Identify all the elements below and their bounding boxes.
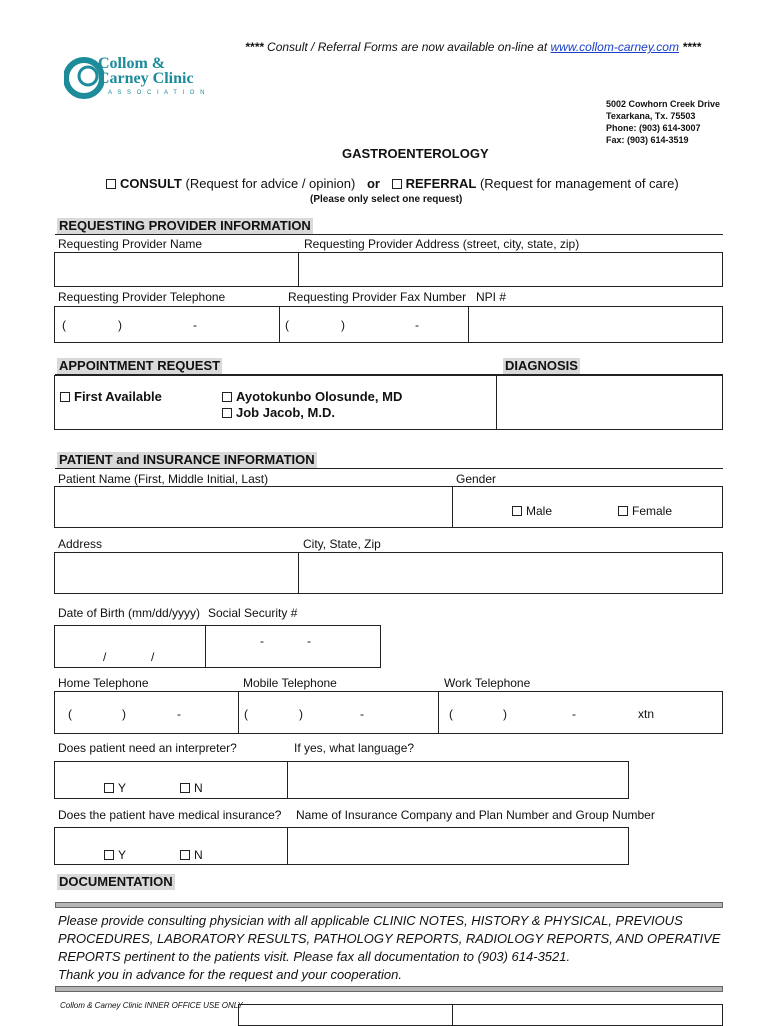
patient-heading: PATIENT and INSURANCE INFORMATION [59, 452, 315, 467]
ssn-dash-1: - [260, 634, 264, 648]
appointment-heading: APPOINTMENT REQUEST [59, 358, 221, 373]
home-phone-field[interactable] [54, 691, 239, 734]
patient-name-field[interactable] [54, 486, 453, 528]
ssn-label: Social Security # [208, 606, 298, 620]
first-available-option[interactable] [60, 389, 162, 404]
doctor2-checkbox[interactable] [222, 408, 232, 418]
interpreter-no-label: N [194, 781, 203, 795]
male-label: Male [526, 504, 553, 518]
patient-city-field[interactable] [298, 552, 723, 594]
phone-paren-close: ) [118, 318, 122, 332]
ssn-dash-2: - [307, 634, 311, 648]
documentation-bar-top [55, 902, 723, 908]
documentation-heading: DOCUMENTATION [59, 874, 173, 889]
documentation-line2: PROCEDURES, LABORATORY RESULTS, PATHOLOGY REPORTS, RADIOLOGY REPORTS, AND OPERATIVE [58, 931, 721, 946]
consult-label: CONSULT [120, 176, 182, 191]
language-field[interactable] [287, 761, 629, 799]
clinic-logo [64, 56, 214, 100]
dob-field[interactable] [54, 625, 206, 668]
home-phone-label: Home Telephone [58, 676, 149, 690]
requesting-rule [55, 234, 723, 235]
documentation-line3: REPORTS pertinent to the patients visit. Please fax all documentation to (903) 614-3521. [58, 949, 571, 964]
diagnosis-heading: DIAGNOSIS [505, 358, 578, 373]
work-xtn: xtn [638, 707, 655, 721]
insurance-company-label: Name of Insurance Company and Plan Number and Group Number [296, 808, 655, 822]
work-dash: - [572, 707, 576, 721]
or-label: or [366, 176, 380, 191]
diagnosis-field[interactable] [496, 375, 723, 430]
interpreter-yes-label: Y [118, 781, 127, 795]
referral-desc: (Request for management of care) [479, 176, 679, 191]
insurance-yes-label: Y [118, 848, 127, 862]
documentation-bar-bottom [55, 986, 723, 992]
interpreter-no-option[interactable] [180, 781, 203, 795]
dob-slash-2: / [151, 650, 155, 664]
work-paren-open: ( [449, 707, 453, 721]
dob-slash-1: / [103, 650, 107, 664]
documentation-line1: Please provide consulting physician with all applicable CLINIC NOTES, HISTORY & PHYSICAL, PREVIOUS [58, 913, 683, 928]
ssn-field[interactable] [205, 625, 381, 668]
clinic-address [606, 98, 720, 146]
referral-checkbox[interactable] [392, 179, 402, 189]
patient-rule [55, 468, 723, 469]
patient-address-field[interactable] [54, 552, 299, 594]
patient-address-label: Address [58, 537, 103, 551]
insurance-no-option[interactable] [180, 848, 203, 862]
female-label: Female [632, 504, 673, 518]
provider-name-label: Requesting Provider Name [58, 237, 203, 251]
doctor1-checkbox[interactable] [222, 392, 232, 402]
work-paren-close: ) [503, 707, 507, 721]
female-option[interactable] [618, 504, 672, 518]
provider-phone-field[interactable] [54, 306, 280, 343]
insurance-yes-option[interactable] [104, 848, 126, 862]
interpreter-label: Does patient need an interpreter? [58, 741, 237, 755]
patient-name-label: Patient Name (First, Middle Initial, Last) [58, 472, 269, 486]
interpreter-yes-checkbox[interactable] [104, 783, 114, 793]
interpreter-box [54, 761, 288, 799]
mobile-paren-close: ) [299, 707, 303, 721]
documentation-text [58, 912, 720, 984]
provider-name-field[interactable] [54, 252, 299, 287]
doctor1-label: Ayotokunbo Olosunde, MD [236, 389, 403, 404]
doctor2-label: Job Jacob, M.D. [236, 405, 335, 420]
office-use-field-2[interactable] [452, 1004, 723, 1026]
fax-paren-close: ) [341, 318, 345, 332]
insurance-yes-checkbox[interactable] [104, 850, 114, 860]
address-street: 5002 Cowhorn Creek Drive [606, 99, 721, 109]
documentation-line4: Thank you in advance for the request and your cooperation. [58, 967, 402, 982]
office-use-field-1[interactable] [238, 1004, 453, 1026]
fax-paren-open: ( [285, 318, 289, 332]
male-option[interactable] [512, 504, 552, 518]
insurance-no-checkbox[interactable] [180, 850, 190, 860]
online-notice [245, 40, 701, 54]
work-phone-field[interactable] [438, 691, 723, 734]
notice-suffix: **** [682, 40, 702, 54]
consult-desc: (Request for advice / opinion) [185, 176, 356, 191]
provider-phone-label: Requesting Provider Telephone [58, 290, 226, 304]
notice-text: Consult / Referral Forms are now available on-line at [267, 40, 548, 54]
male-checkbox[interactable] [512, 506, 522, 516]
home-paren-open: ( [68, 707, 72, 721]
insurance-no-label: N [194, 848, 203, 862]
fax-dash: - [415, 318, 419, 332]
gender-label: Gender [456, 472, 497, 486]
phone-dash: - [193, 318, 197, 332]
home-dash: - [177, 707, 181, 721]
address-phone: Phone: (903) 614-3007 [606, 123, 701, 133]
provider-address-field[interactable] [298, 252, 723, 287]
page-title: GASTROENTEROLOGY [342, 146, 489, 161]
first-available-label: First Available [74, 389, 162, 404]
address-fax: Fax: (903) 614-3519 [606, 135, 689, 145]
npi-field[interactable] [468, 306, 723, 343]
patient-city-label: City, State, Zip [303, 537, 381, 551]
provider-address-label: Requesting Provider Address (street, city, state, zip) [304, 237, 580, 251]
first-available-checkbox[interactable] [60, 392, 70, 402]
phone-paren-open: ( [62, 318, 66, 332]
home-paren-close: ) [122, 707, 126, 721]
mobile-paren-open: ( [244, 707, 248, 721]
mobile-phone-label: Mobile Telephone [243, 676, 337, 690]
insurance-company-field[interactable] [287, 827, 629, 865]
request-type-row [106, 176, 679, 191]
logo-line3: A S S O C I A T I O N [108, 90, 207, 96]
address-city: Texarkana, Tx. 75503 [606, 111, 696, 121]
female-checkbox[interactable] [618, 506, 628, 516]
logo-line1: Collom & [98, 55, 166, 72]
notice-link[interactable]: www.collom-carney.com [550, 40, 679, 54]
notice-prefix: **** [245, 40, 264, 54]
provider-fax-label: Requesting Provider Fax Number [288, 290, 467, 304]
mobile-phone-field[interactable] [238, 691, 439, 734]
doctor1-option[interactable] [222, 389, 402, 404]
insurance-box [54, 827, 288, 865]
work-phone-label: Work Telephone [444, 676, 531, 690]
npi-label: NPI # [476, 290, 507, 304]
interpreter-no-checkbox[interactable] [180, 783, 190, 793]
interpreter-yes-option[interactable] [104, 781, 126, 795]
provider-fax-field[interactable] [279, 306, 469, 343]
language-label: If yes, what language? [294, 741, 415, 755]
request-note: (Please only select one request) [310, 194, 463, 205]
consult-checkbox[interactable] [106, 179, 116, 189]
mobile-dash: - [360, 707, 364, 721]
referral-label: REFERRAL [405, 176, 477, 191]
doctor2-option[interactable] [222, 405, 335, 420]
logo-line2: Carney Clinic [98, 70, 194, 87]
requesting-heading: REQUESTING PROVIDER INFORMATION [59, 218, 311, 233]
gender-box [452, 486, 723, 528]
insurance-label: Does the patient have medical insurance? [58, 808, 282, 822]
dob-label: Date of Birth (mm/dd/yyyy) [58, 606, 201, 620]
office-use-label: Collom & Carney Clinic INNER OFFICE USE ONLY [60, 1001, 243, 1010]
